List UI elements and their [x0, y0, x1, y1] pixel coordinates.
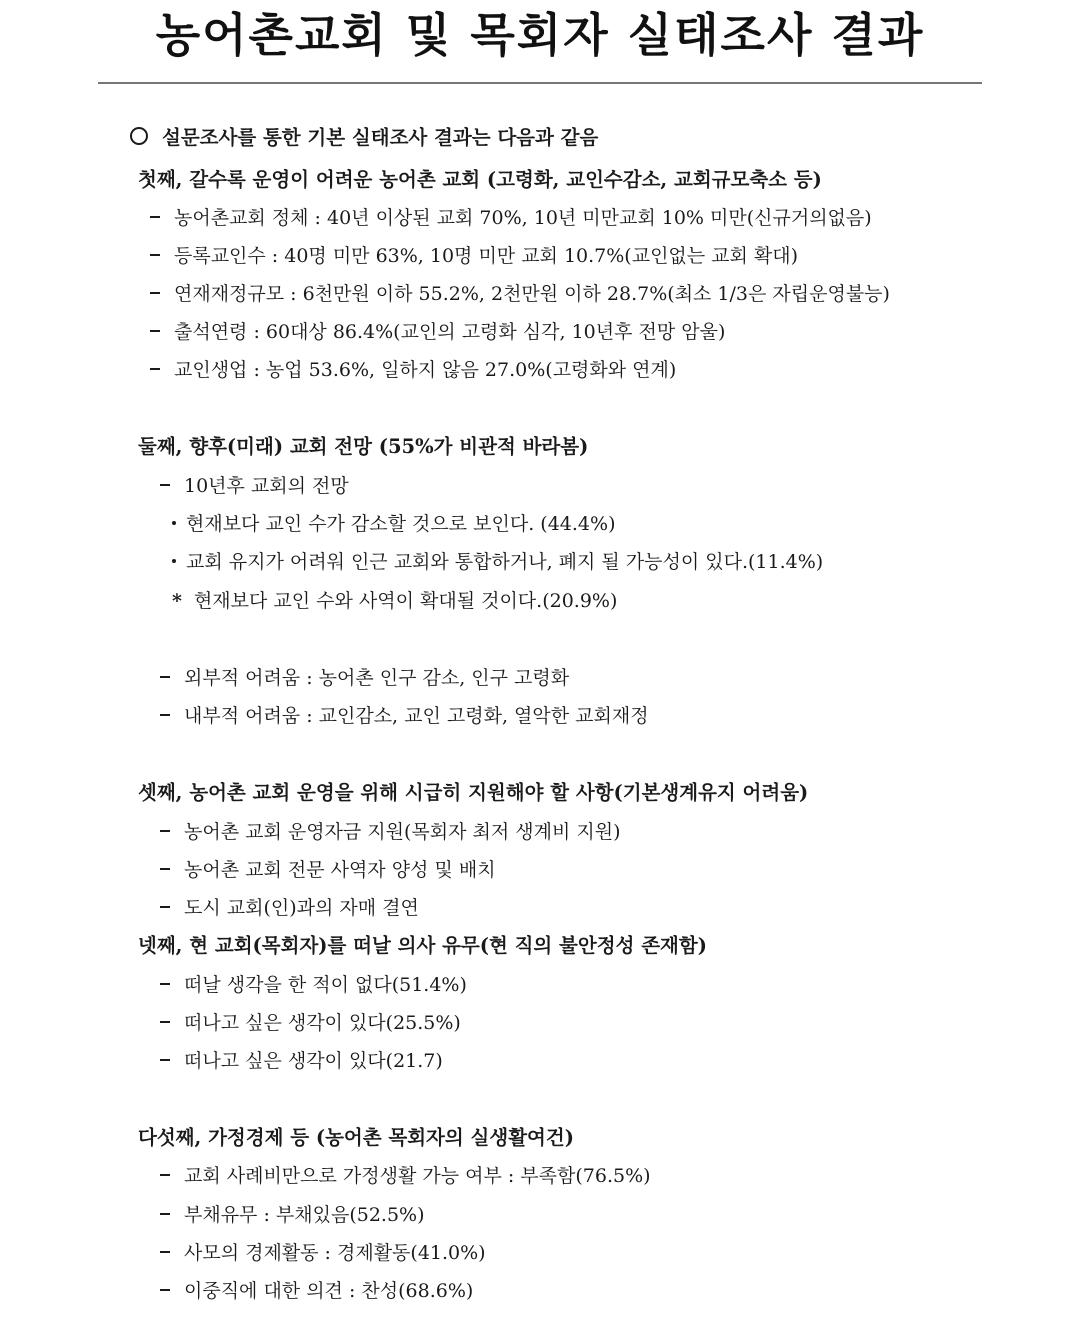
- dash-bullet-icon: [150, 254, 160, 256]
- list-item: [160, 896, 419, 920]
- dash-bullet-icon: [160, 1289, 170, 1291]
- list-item: [150, 282, 890, 306]
- list-item-text: 부채유무 : 부채있음(52.5%): [184, 1204, 425, 1226]
- section-3-heading: 셋째, 농어촌 교회 운영을 위해 시급히 지원해야 할 사항(기본생계유지 어려움): [138, 781, 809, 804]
- list-item: [160, 858, 496, 882]
- dash-bullet-icon: [160, 714, 170, 716]
- dash-bullet-icon: [150, 292, 160, 294]
- dash-bullet-icon: [160, 1213, 170, 1215]
- list-item-text: 떠날 생각을 한 적이 없다(51.4%): [184, 974, 467, 996]
- dash-bullet-icon: [160, 868, 170, 870]
- dash-bullet-icon: [160, 1251, 170, 1253]
- sub-list-item: [172, 589, 617, 613]
- dash-bullet-icon: [150, 368, 160, 370]
- list-item: [160, 1164, 651, 1188]
- dash-bullet-icon: [160, 676, 170, 678]
- sub-list-item: [172, 512, 615, 536]
- intro-text: 설문조사를 통한 기본 실태조사 결과는 다음과 같음: [162, 126, 599, 149]
- list-item: [160, 1279, 473, 1303]
- dash-bullet-icon: [150, 330, 160, 332]
- circle-bullet-icon: [130, 127, 148, 145]
- sub-list-item-text: 교회 유지가 어려워 인근 교회와 통합하거나, 폐지 될 가능성이 있다.(11.4%): [186, 551, 824, 573]
- list-item: [160, 666, 569, 690]
- dot-bullet-icon: [172, 559, 176, 563]
- intro-line: [130, 126, 598, 150]
- section-4-heading: 넷째, 현 교회(목회자)를 떠날 의사 유무(현 직의 불안정성 존재함): [138, 934, 707, 957]
- list-item-text: 등록교인수 : 40명 미만 63%, 10명 미만 교회 10.7%(교인없는 교회 확대): [174, 245, 799, 267]
- list-item-text: 농어촌 교회 운영자금 지원(목회자 최저 생계비 지원): [184, 821, 621, 843]
- list-item: [160, 1011, 461, 1035]
- list-item-text: 도시 교회(인)과의 자매 결연: [184, 897, 419, 919]
- dash-bullet-icon: [160, 1174, 170, 1176]
- sub-list-item-text: 현재보다 교인 수가 감소할 것으로 보인다. (44.4%): [186, 513, 616, 535]
- document-title: 농어촌교회 및 목회자 실태조사 결과: [155, 8, 925, 62]
- dash-bullet-icon: [160, 1059, 170, 1061]
- list-item-text: 떠나고 싶은 생각이 있다(25.5%): [184, 1012, 461, 1034]
- list-item: [160, 973, 467, 997]
- list-item-text: 외부적 어려움 : 농어촌 인구 감소, 인구 고령화: [184, 667, 570, 689]
- list-item-text: 10년후 교회의 전망: [184, 475, 349, 497]
- list-item-text: 교회 사례비만으로 가정생활 가능 여부 : 부족함(76.5%): [184, 1165, 651, 1187]
- section-1-heading: 첫째, 갈수록 운영이 어려운 농어촌 교회 (고령화, 교인수감소, 교회규모축소 등): [138, 168, 822, 191]
- section-2-heading: 둘째, 향후(미래) 교회 전망 (55%가 비관적 바라봄): [138, 435, 589, 458]
- dash-bullet-icon: [160, 830, 170, 832]
- list-item: [160, 1241, 486, 1265]
- dash-bullet-icon: [160, 906, 170, 908]
- list-item: [150, 358, 676, 382]
- list-item: [160, 474, 349, 498]
- list-item-text: 농어촌 교회 전문 사역자 양성 및 배치: [184, 859, 496, 881]
- dash-bullet-icon: [160, 1021, 170, 1023]
- asterisk-bullet-icon: *: [172, 590, 182, 612]
- dash-bullet-icon: [160, 484, 170, 486]
- sub-list-item: [172, 550, 823, 574]
- list-item-text: 연재재정규모 : 6천만원 이하 55.2%, 2천만원 이하 28.7%(최소 1/3은 자립운영불능): [174, 283, 890, 305]
- sub-list-item-text: 현재보다 교인 수와 사역이 확대될 것이다.(20.9%): [193, 590, 618, 612]
- list-item: [160, 1049, 443, 1073]
- list-item-text: 출석연령 : 60대상 86.4%(교인의 고령화 심각, 10년후 전망 암울): [174, 321, 726, 343]
- list-item: [150, 320, 725, 344]
- list-item-text: 교인생업 : 농업 53.6%, 일하지 않음 27.0%(고령화와 연계): [174, 359, 677, 381]
- list-item-text: 떠나고 싶은 생각이 있다(21.7): [184, 1050, 443, 1072]
- list-item: [150, 244, 798, 268]
- list-item-text: 내부적 어려움 : 교인감소, 교인 고령화, 열악한 교회재정: [184, 705, 649, 727]
- list-item: [160, 820, 621, 844]
- list-item: [160, 704, 649, 728]
- dot-bullet-icon: [172, 521, 176, 525]
- list-item: [160, 1203, 425, 1227]
- section-5-heading: 다섯째, 가정경제 등 (농어촌 목회자의 실생활여건): [138, 1126, 574, 1149]
- list-item-text: 농어촌교회 정체 : 40년 이상된 교회 70%, 10년 미만교회 10% 미만(신규거의없음): [174, 207, 872, 229]
- list-item: [150, 206, 872, 230]
- dash-bullet-icon: [150, 216, 160, 218]
- dash-bullet-icon: [160, 983, 170, 985]
- list-item-text: 이중직에 대한 의견 : 찬성(68.6%): [184, 1280, 474, 1302]
- list-item-text: 사모의 경제활동 : 경제활동(41.0%): [184, 1242, 486, 1264]
